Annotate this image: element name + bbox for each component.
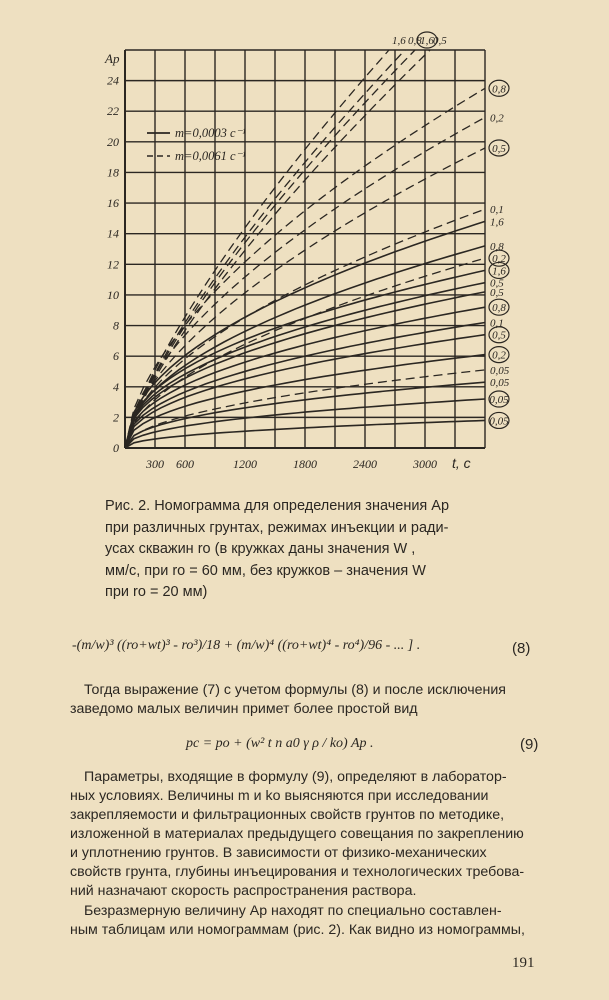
series-label: 0,5 xyxy=(433,35,447,47)
paragraph-line: свойств грунта, глубины инъецирования и технологических требова- xyxy=(70,864,525,880)
series-label: 1,6 xyxy=(392,35,406,47)
paragraph-3 xyxy=(70,902,568,940)
paragraph-1 xyxy=(70,681,568,719)
y-tick-label: 12 xyxy=(107,257,119,272)
x-tick-label: 600 xyxy=(176,457,194,471)
chart-series-labels xyxy=(392,32,510,428)
series-label: 0,05 xyxy=(490,377,510,390)
caption-line: Рис. 2. Номограмма для определения значения Ap xyxy=(105,498,450,514)
y-tick-label: 16 xyxy=(107,196,119,211)
y-tick-label: 2 xyxy=(113,410,119,425)
paragraph-line: закрепляемости и фильтрационных свойств грунтов по методике, xyxy=(70,807,505,823)
paragraph-line: Параметры, входящие в формулу (9), определяют в лаборатор- xyxy=(84,769,507,785)
y-tick-label: 4 xyxy=(113,379,119,394)
y-tick-label: 18 xyxy=(107,165,119,180)
equation-9-body: pc = po + (w² t n a0 γ ρ / ko) Ap . xyxy=(186,736,374,751)
legend-solid-label: m=0,0003 c⁻¹ xyxy=(175,126,246,140)
series-label: 0,1 xyxy=(490,317,504,330)
y-tick-label: 22 xyxy=(107,104,119,119)
series-label: 0,2 xyxy=(492,253,506,266)
equation-9 xyxy=(180,722,560,772)
figure-caption xyxy=(105,496,525,604)
series-label: 0,8 xyxy=(492,302,506,315)
equation-9-number: (9) xyxy=(520,736,539,753)
y-tick-label: 24 xyxy=(107,73,119,88)
paragraph-line: Безразмерную величину Ap находят по специально составлен- xyxy=(84,903,502,919)
series-label: 0,05 xyxy=(490,364,510,377)
x-tick-label: 3000 xyxy=(413,457,437,471)
series-label: 0,5 xyxy=(490,286,504,299)
series-label: 1,6 xyxy=(492,265,506,278)
series-label: 0,8 xyxy=(408,35,422,47)
series-label: 0,1 xyxy=(490,204,504,217)
series-label: 1,6 xyxy=(420,35,434,47)
series-label: 0,8 xyxy=(492,83,506,96)
series-label: 0,8 xyxy=(490,240,504,253)
y-tick-label: 10 xyxy=(107,287,119,302)
caption-line: мм/с, при ro = 60 мм, без кружков – значения W xyxy=(105,562,426,579)
legend xyxy=(147,126,246,163)
series-label: 0,5 xyxy=(492,329,506,342)
series-label: 0,5 xyxy=(490,277,504,290)
x-tick-label: 1200 xyxy=(233,457,257,471)
series-label: 0,2 xyxy=(490,112,504,125)
x-tick-label: 2400 xyxy=(353,457,377,471)
legend-dashed-label: m=0,0061 c⁻¹ xyxy=(175,149,246,163)
x-tick-label: 1800 xyxy=(293,457,317,471)
paragraph-line: и уплотнению грунтов. В зависимости от физико-механических xyxy=(70,845,487,861)
paragraph-line: Тогда выражение (7) с учетом формулы (8) и после исключения xyxy=(84,682,506,698)
caption-line: при различных грунтах, режимах инъекции и ради- xyxy=(105,519,449,536)
series-label: 0,05 xyxy=(489,394,509,407)
y-axis-label: Ap xyxy=(105,51,120,66)
page-number: 191 xyxy=(512,955,535,971)
equation-8-body: -(m/w)³ ((ro+wt)³ - ro³)/18 + (m/w)⁴ ((ro+wt)⁴ - ro⁴)/96 - ... ] . xyxy=(72,638,421,653)
series-label: 0,5 xyxy=(492,142,506,155)
y-tick-label: 20 xyxy=(107,134,119,149)
paragraph-line: заведомо малых величин примет более простой вид xyxy=(70,701,418,717)
series-label: 0,2 xyxy=(492,349,506,362)
paragraph-line: ным таблицам или номограммам (рис. 2). Как видно из номограммы, xyxy=(70,922,525,938)
x-tick-label: 300 xyxy=(146,457,164,471)
x-axis-label: t, c xyxy=(452,455,471,471)
paragraph-line: ний назначают скорость распространения раствора. xyxy=(70,883,417,899)
caption-line: усах скважин ro (в кружках даны значения W , xyxy=(105,541,416,557)
series-label: 1,6 xyxy=(490,216,504,229)
paragraph-line: ных условиях. Величины m и ko выясняются при исследовании xyxy=(70,788,489,804)
y-tick-label: 0 xyxy=(113,441,119,455)
paragraph-line: изложенной в материалах предыдущего совещания по закреплению xyxy=(70,826,524,842)
equation-8 xyxy=(72,620,552,680)
y-tick-label: 8 xyxy=(113,318,119,333)
paragraph-2 xyxy=(70,768,568,901)
caption-line: при ro = 20 мм) xyxy=(105,584,208,600)
y-tick-label: 6 xyxy=(113,349,119,364)
nomogram-figure xyxy=(0,0,609,490)
equation-8-number: (8) xyxy=(512,640,531,657)
series-label: 0,05 xyxy=(489,415,509,428)
y-tick-label: 14 xyxy=(107,226,119,241)
